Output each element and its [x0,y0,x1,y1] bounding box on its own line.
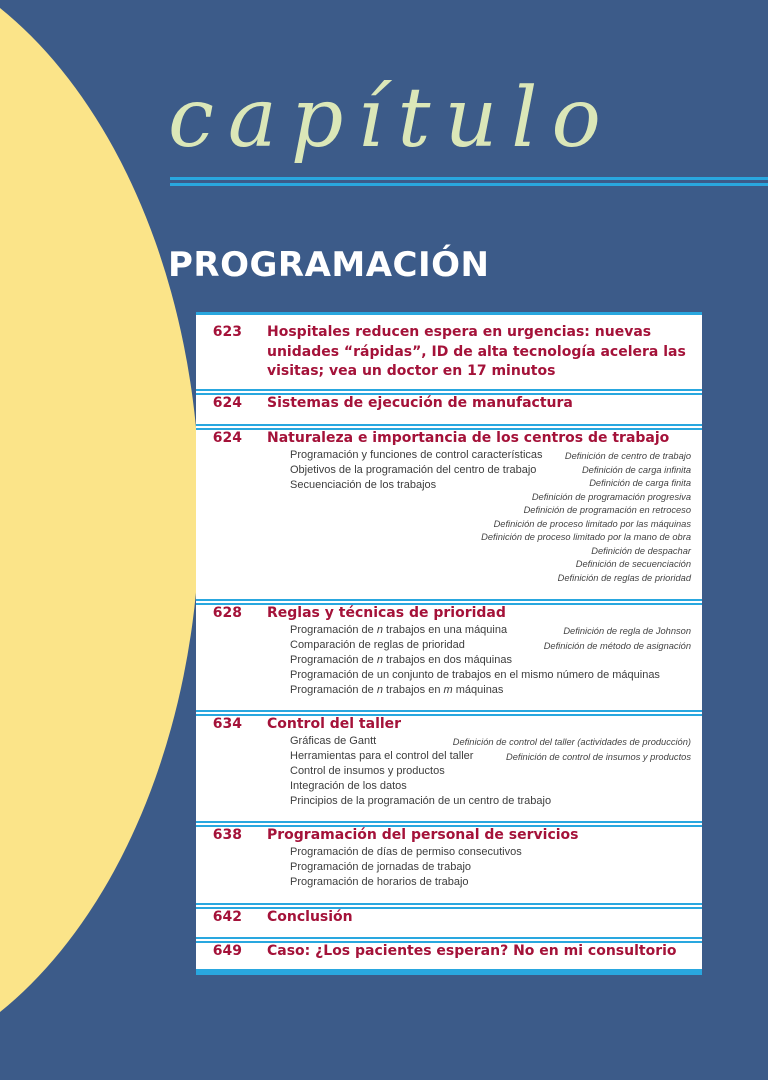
page-number: 624 [212,430,242,446]
definition-item: Definición de regla de Johnson [563,626,691,636]
definition-item: Definición de carga finita [589,478,691,488]
title-rule [170,177,768,180]
section-divider [196,903,702,910]
page-number: 623 [212,324,242,340]
topic-item: Programación de días de permiso consecutivos [290,846,522,858]
topic-item: Programación de n trabajos en m máquinas [290,684,504,696]
section-divider [196,710,702,717]
page-number: 649 [212,943,242,959]
definition-item: Definición de centro de trabajo [564,451,691,461]
toc-section [196,602,702,706]
topic-item: Herramientas para el control del taller [290,750,474,762]
toc-section [196,321,702,389]
definition-item: Definición de programación en retroceso [523,505,691,515]
section-divider [196,599,702,606]
section-divider [196,389,702,396]
topic-item: Programación de n trabajos en dos máquinas [290,654,512,666]
topic-item: Programación de jornadas de trabajo [290,861,472,873]
topic-item: Integración de los datos [290,780,407,792]
page-number: 638 [212,827,242,843]
section-divider [196,424,702,431]
section-heading: Conclusión [267,909,353,925]
toc-section [196,940,702,975]
section-heading: Programación del personal de servicios [267,827,579,843]
topic-item: Control de insumos y productos [290,765,445,777]
definition-item: Definición de secuenciación [575,559,691,569]
topic-item: Gráficas de Gantt [290,735,377,747]
definition-item: Definición de carga infinita [581,464,691,475]
topic-item: Principios de la programación de un centro de trabajo [290,795,552,807]
toc-section [196,713,702,817]
section-heading: Caso: ¿Los pacientes esperan? No en mi consultorio [267,943,677,959]
toc-section [196,427,702,594]
section-heading: Reglas y técnicas de prioridad [267,605,506,621]
toc-section [196,392,702,419]
chapter-title: PROGRAMACIÓN [168,245,490,285]
topic-item: Programación de horarios de trabajo [290,876,469,888]
chapter-word: capítulo [168,71,615,166]
definition-item: Definición de reglas de prioridad [557,572,691,583]
definition-item: Definición de proceso limitado por la mano de obra [481,532,691,542]
page-number: 624 [212,395,242,411]
topic-item: Comparación de reglas de prioridad [290,639,465,651]
section-heading: Sistemas de ejecución de manufactura [267,395,573,411]
section-divider [196,821,702,828]
definition-item: Definición de proceso limitado por las máquinas [493,518,691,529]
section-heading: Hospitales reducen espera en urgencias: nuevas unidades “rápidas”, ID de alta tecnología acelera las visitas; vea un doctor en 17 minutos [267,324,686,379]
topic-item: Programación de n trabajos en una máquina [290,624,508,636]
topic-item: Programación y funciones de control características [290,449,543,461]
definition-item: Definición de despachar [591,545,691,556]
section-divider [196,937,702,944]
definition-item: Definición de control del taller (actividades de producción) [452,737,691,747]
table-of-contents [196,312,702,975]
definition-item: Definición de método de asignación [543,641,691,651]
definition-item: Definición de programación progresiva [531,491,691,502]
definition-item: Definición de control de insumos y productos [505,752,691,762]
topic-item: Objetivos de la programación del centro de trabajo [290,464,537,476]
page-number: 642 [212,909,242,925]
topic-item: Secuenciación de los trabajos [290,479,437,491]
toc-section [196,824,702,899]
section-heading: Control del taller [267,716,402,732]
toc-section [196,906,702,933]
title-rule [170,183,768,186]
page-number: 628 [212,605,242,621]
page-number: 634 [212,716,242,732]
section-heading: Naturaleza e importancia de los centros de trabajo [267,430,670,446]
topic-item: Programación de un conjunto de trabajos en el mismo número de máquinas [290,669,660,681]
